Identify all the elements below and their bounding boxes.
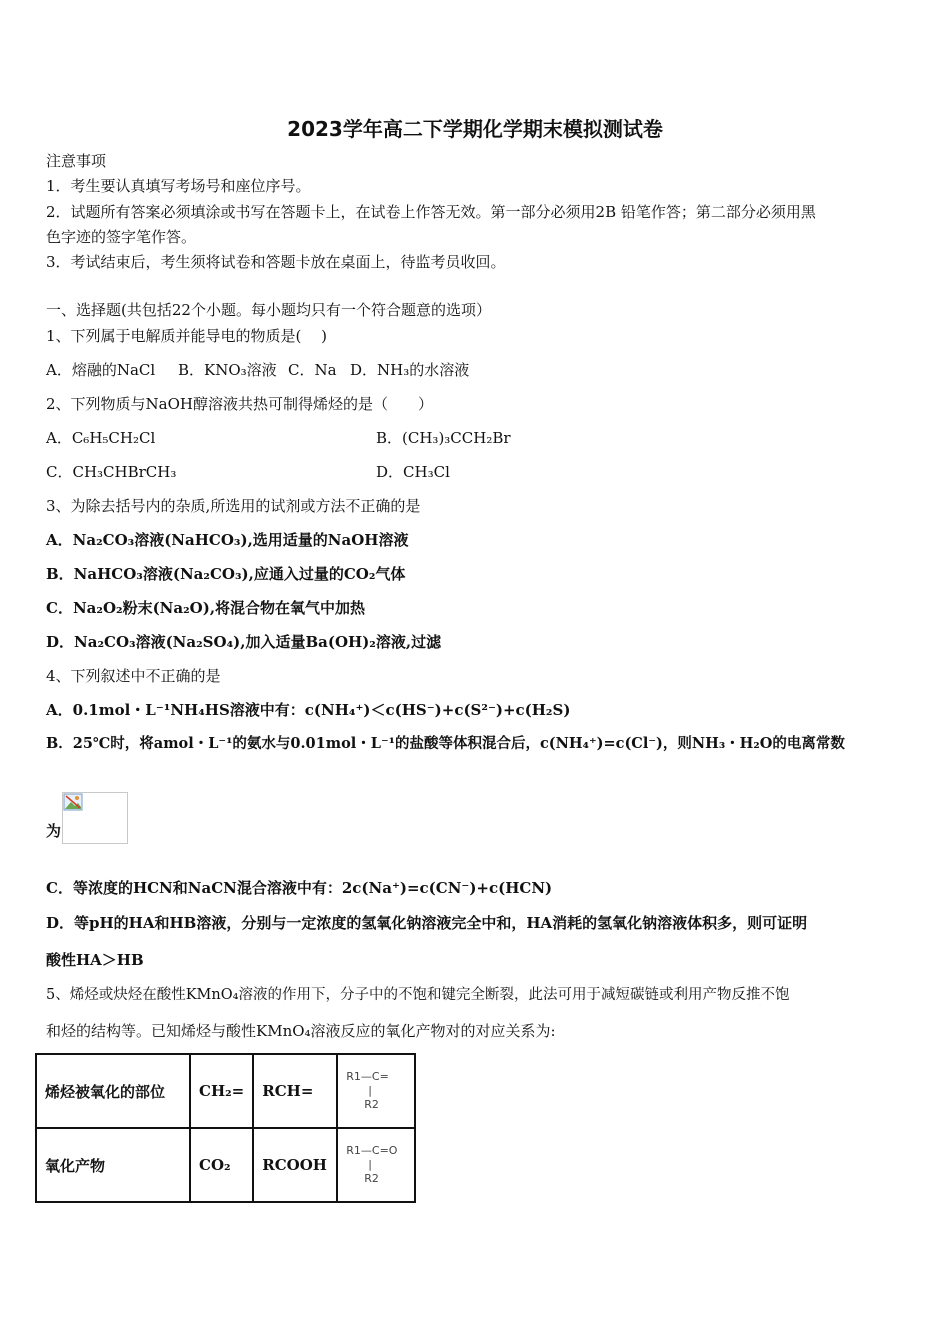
q1-option-c: C．Na (288, 361, 337, 379)
q4-option-d-cont: 酸性HA＞HB (46, 951, 144, 969)
broken-image-icon (63, 793, 83, 811)
q3-option-a: A．Na₂CO₃溶液(NaHCO₃),选用适量的NaOH溶液 (46, 531, 409, 549)
q1-option-d: D．NH₃的水溶液 (350, 361, 470, 379)
notice-item: 2．试题所有答案必须填涂或书写在答题卡上，在试卷上作答无效。第一部分必须用2B 铅笔作答；第二部分必须用黑 (46, 203, 816, 221)
table-cell: CO₂ (190, 1128, 253, 1202)
table-cell: CH₂= (190, 1054, 253, 1128)
q1-option-a: A．熔融的NaCl (46, 361, 156, 379)
q3-option-c: C．Na₂O₂粉末(Na₂O),将混合物在氧气中加热 (46, 599, 366, 617)
table-cell: 烯烃被氧化的部位 (36, 1054, 190, 1128)
page-title: 2023学年高二下学期化学期末模拟测试卷 (287, 117, 663, 141)
struct-r1: R1—C= (346, 1070, 389, 1083)
notice-heading: 注意事项 (46, 152, 107, 170)
structural-formula (346, 1144, 406, 1186)
struct-r1: R1—C=O (346, 1144, 398, 1157)
q2-option-a: A．C₆H₅CH₂Cl (46, 429, 156, 447)
q2-option-b: B．(CH₃)₃CCH₂Br (376, 429, 511, 447)
table-row (36, 1054, 415, 1128)
q1-stem: 1、下列属于电解质并能导电的物质是( ) (46, 327, 328, 345)
q4-option-b-cont: 为 (46, 822, 62, 840)
notice-item: 1．考生要认真填写考场号和座位序号。 (46, 177, 311, 195)
q5-stem-line1: 5、烯烃或炔烃在酸性KMnO₄溶液的作用下，分子中的不饱和键完全断裂，此法可用于减短碳链或利用产物反推不饱 (46, 987, 790, 1003)
q3-stem: 3、为除去括号内的杂质,所选用的试剂或方法不正确的是 (46, 497, 421, 515)
q4-option-c: C．等浓度的HCN和NaCN混合溶液中有：2c(Na⁺)=c(CN⁻)+c(HCN) (46, 879, 553, 897)
struct-r2: R2 (364, 1098, 379, 1111)
struct-r2: R2 (364, 1172, 379, 1185)
q2-stem: 2、下列物质与NaOH醇溶液共热可制得烯烃的是（ ） (46, 395, 433, 413)
oxidation-table (35, 1053, 416, 1203)
q4-option-d: D．等pH的HA和HB溶液，分别与一定浓度的氢氧化钠溶液完全中和，HA消耗的氢氧化钠溶液体积多，则可证明 (46, 914, 808, 932)
q4-option-b: B．25℃时，将amol・L⁻¹的氨水与0.01mol・L⁻¹的盐酸等体积混合后，c(NH₄⁺)=c(Cl⁻)，则NH₃・H₂O的电离常数 (46, 735, 845, 752)
struct-bond: | (368, 1158, 372, 1171)
notice-item: 色字迹的签字笔作答。 (46, 228, 197, 246)
q3-option-b: B．NaHCO₃溶液(Na₂CO₃),应通入过量的CO₂气体 (46, 565, 406, 583)
struct-bond: | (368, 1084, 372, 1097)
q2-option-c: C．CH₃CHBrCH₃ (46, 463, 177, 481)
structure-cell (337, 1128, 415, 1202)
q5-stem-line2: 和烃的结构等。已知烯烃与酸性KMnO₄溶液反应的氧化产物对的对应关系为: (46, 1022, 556, 1040)
table-row (36, 1128, 415, 1202)
q3-option-d: D．Na₂CO₃溶液(Na₂SO₄),加入适量Ba(OH)₂溶液,过滤 (46, 633, 442, 651)
q4-stem: 4、下列叙述中不正确的是 (46, 667, 221, 685)
section-heading: 一、选择题(共包括22个小题。每小题均只有一个符合题意的选项） (46, 301, 491, 319)
structure-cell (337, 1054, 415, 1128)
notice-item: 3．考试结束后，考生须将试卷和答题卡放在桌面上，待监考员收回。 (46, 253, 506, 271)
table-cell: 氧化产物 (36, 1128, 190, 1202)
table-cell: RCH= (253, 1054, 337, 1128)
broken-image (62, 792, 128, 844)
q2-option-d: D．CH₃Cl (376, 463, 450, 481)
q1-option-b: B．KNO₃溶液 (178, 361, 277, 379)
q4-option-a: A．0.1mol・L⁻¹NH₄HS溶液中有：c(NH₄⁺)＜c(HS⁻)+c(S²⁻)+c(H₂S) (46, 701, 571, 719)
structural-formula (346, 1070, 406, 1112)
table-cell: RCOOH (253, 1128, 337, 1202)
